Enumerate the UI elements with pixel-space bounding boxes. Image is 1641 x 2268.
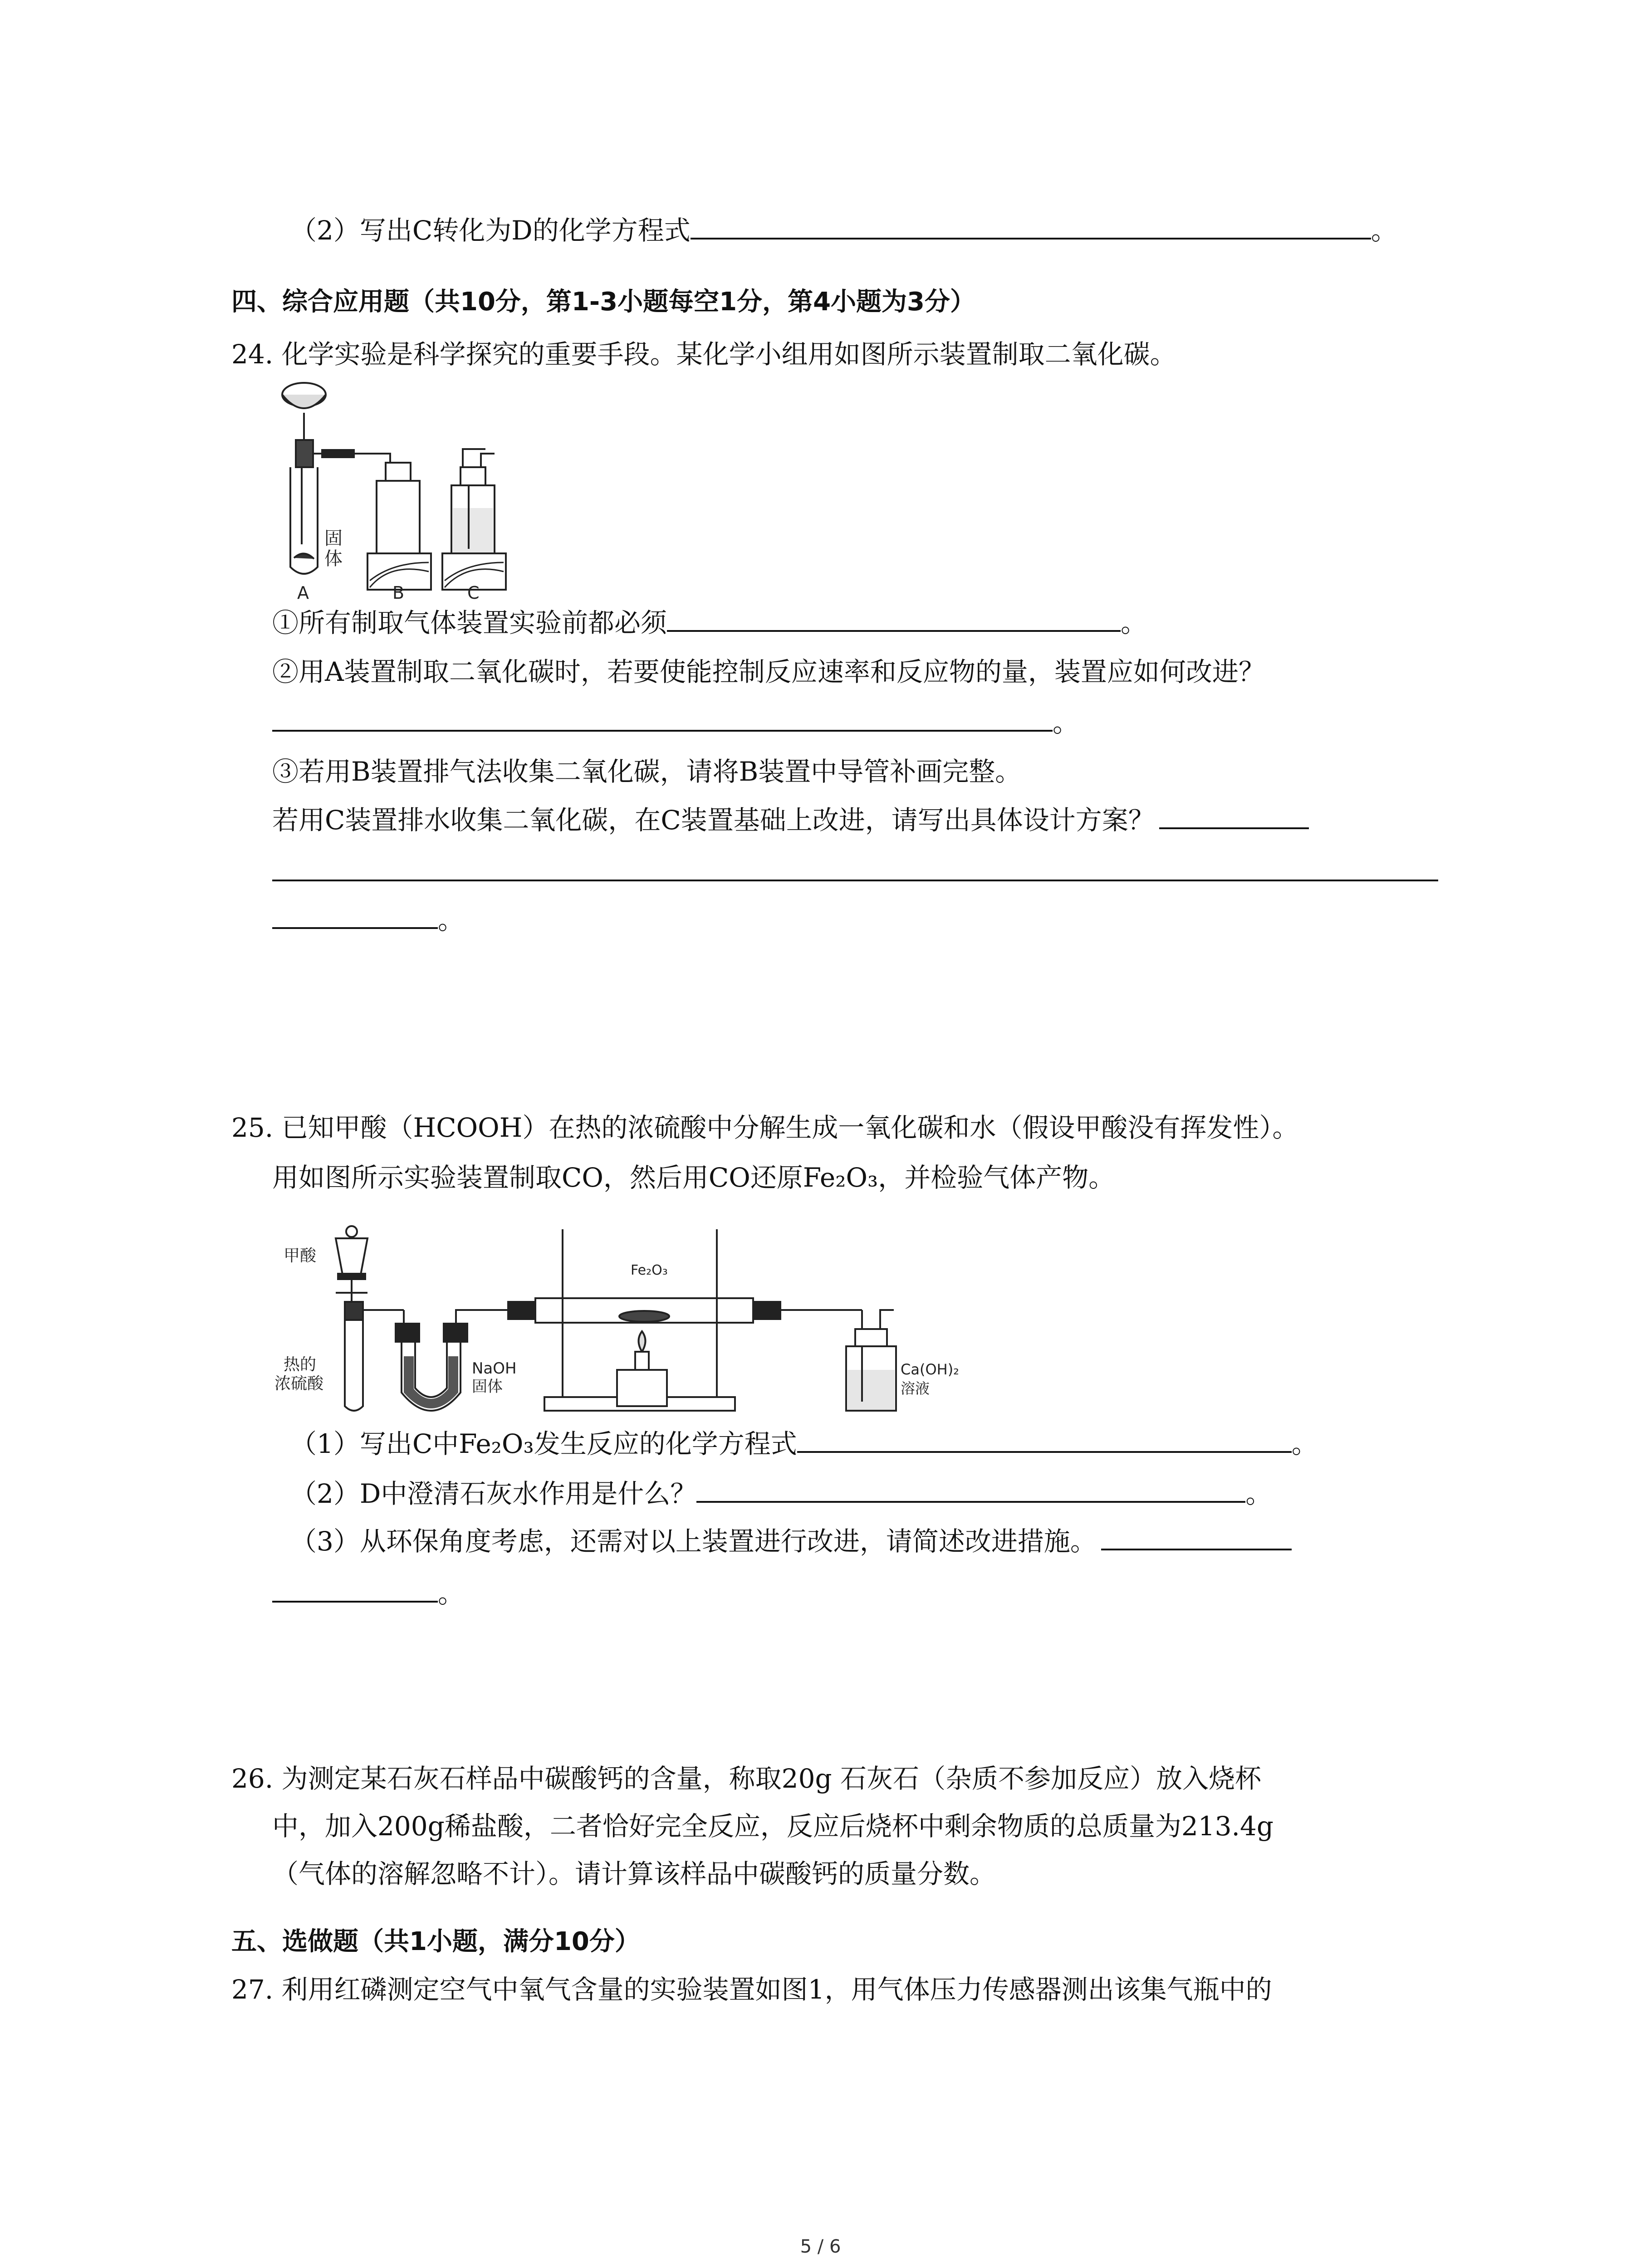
q25-intro-2: 用如图所示实验装置制取CO，然后用CO还原Fe₂O₃，并检验气体产物。 — [272, 1162, 1115, 1193]
label-solid-1: 固 — [324, 528, 343, 549]
apparatus-d — [846, 1310, 896, 1411]
q24-q1-text: ①所有制取气体装置实验前都必须 — [272, 607, 667, 638]
q25-q3-text: （3）从环保角度考虑，还需对以上装置进行改进，请简述改进措施。 — [290, 1526, 1097, 1557]
q26-line-3: （气体的溶解忽略不计）。请计算该样品中碳酸钙的质量分数。 — [272, 1858, 996, 1889]
q24-q1-end: 。 — [1121, 607, 1147, 638]
apparatus-c — [442, 449, 506, 590]
label-caoh-1: Ca(OH)₂ — [901, 1361, 959, 1378]
q26-line-1: 26. 为测定某石灰石样品中碳酸钙的含量，称取20g 石灰石（杂质不参加反应）放入烧杯 — [231, 1763, 1262, 1794]
label-formic: 甲酸 — [284, 1246, 317, 1265]
q24-q2-blank[interactable] — [272, 705, 1053, 732]
section-5-heading: 五、选做题（共1小题，满分10分） — [231, 1927, 640, 1956]
q25-q3-end: 。 — [438, 1578, 465, 1609]
q25-q1-blank[interactable] — [797, 1427, 1292, 1453]
section-4-heading: 四、综合应用题（共10分，第1-3小题每空1分，第4小题为3分） — [231, 287, 975, 317]
q25-q3 — [290, 1524, 1292, 1558]
q23-part2 — [290, 213, 1397, 247]
q25-q2 — [290, 1476, 1272, 1510]
apparatus-a — [282, 383, 358, 574]
q24-q4-end: 。 — [438, 904, 465, 935]
combustion-tube — [508, 1229, 862, 1411]
label-solid-2: 体 — [324, 548, 343, 569]
q25-apparatus-diagram — [272, 1220, 959, 1424]
q24-q4-blank-3[interactable] — [272, 903, 438, 929]
q25-q2-text: （2）D中澄清石灰水作用是什么？ — [290, 1478, 697, 1509]
page-number: 5 / 6 — [800, 2236, 841, 2257]
q25-q1-text: （1）写出C中Fe₂O₃发生反应的化学方程式 — [290, 1428, 797, 1459]
q24-q1 — [272, 606, 1147, 639]
q23-end: 。 — [1371, 215, 1397, 246]
q24-q2-end: 。 — [1053, 707, 1079, 738]
q24-q1-blank[interactable] — [667, 606, 1121, 632]
q24-q4-blank-2[interactable] — [272, 855, 1438, 881]
label-hot-2: 浓硫酸 — [274, 1374, 324, 1393]
q24-figure — [272, 381, 567, 603]
apparatus-a — [336, 1226, 404, 1411]
q25-q1 — [290, 1427, 1318, 1460]
label-naoh-1: NaOH — [472, 1359, 517, 1378]
q24-q4 — [272, 803, 1309, 836]
q24-q3: ③若用B装置排气法收集二氧化碳，请将B装置中导管补画完整。 — [272, 756, 1022, 787]
apparatus-b — [358, 454, 431, 590]
label-hot-1: 热的 — [284, 1355, 317, 1374]
q25-intro-1: 25. 已知甲酸（HCOOH）在热的浓硫酸中分解生成一氧化碳和水（假设甲酸没有挥发性）。 — [231, 1112, 1299, 1143]
q25-figure — [272, 1220, 959, 1424]
q24-q4-answer-line — [272, 855, 1438, 889]
q24-apparatus-diagram — [272, 381, 567, 603]
label-b: B — [392, 583, 405, 603]
q24-q4-answer-line-2 — [272, 903, 464, 936]
label-caoh-2: 溶液 — [901, 1380, 930, 1397]
label-a: A — [297, 583, 309, 603]
q26-line-2: 中，加入200g稀盐酸，二者恰好完全反应，反应后烧杯中剩余物质的总质量为213.4g — [272, 1811, 1274, 1842]
q24-q4-text: 若用C装置排水收集二氧化碳，在C装置基础上改进，请写出具体设计方案？ — [272, 805, 1155, 836]
q25-q2-end: 。 — [1245, 1478, 1272, 1509]
q25-q1-end: 。 — [1291, 1428, 1318, 1459]
q23-part2-text: （2）写出C转化为D的化学方程式 — [290, 215, 691, 246]
q25-q3-blank-2[interactable] — [272, 1576, 438, 1603]
q24-q4-blank[interactable] — [1159, 803, 1309, 829]
q24-q2-answer — [272, 705, 1079, 739]
label-fe2o3: Fe₂O₃ — [631, 1262, 668, 1278]
q24-intro: 24. 化学实验是科学探究的重要手段。某化学小组用如图所示装置制取二氧化碳。 — [231, 339, 1176, 370]
label-naoh-2: 固体 — [472, 1378, 503, 1396]
q24-q2: ②用A装置制取二氧化碳时，若要使能控制反应速率和反应物的量，装置应如何改进？ — [272, 656, 1265, 687]
q25-q3-answer-line — [272, 1576, 464, 1610]
label-c: C — [467, 583, 480, 603]
q25-q3-blank[interactable] — [1101, 1524, 1292, 1550]
q27-line-1: 27. 利用红磷测定空气中氧气含量的实验装置如图1，用气体压力传感器测出该集气瓶中的 — [231, 1974, 1272, 2005]
q25-q2-blank[interactable] — [696, 1476, 1245, 1503]
q23-answer-blank[interactable] — [691, 213, 1371, 240]
